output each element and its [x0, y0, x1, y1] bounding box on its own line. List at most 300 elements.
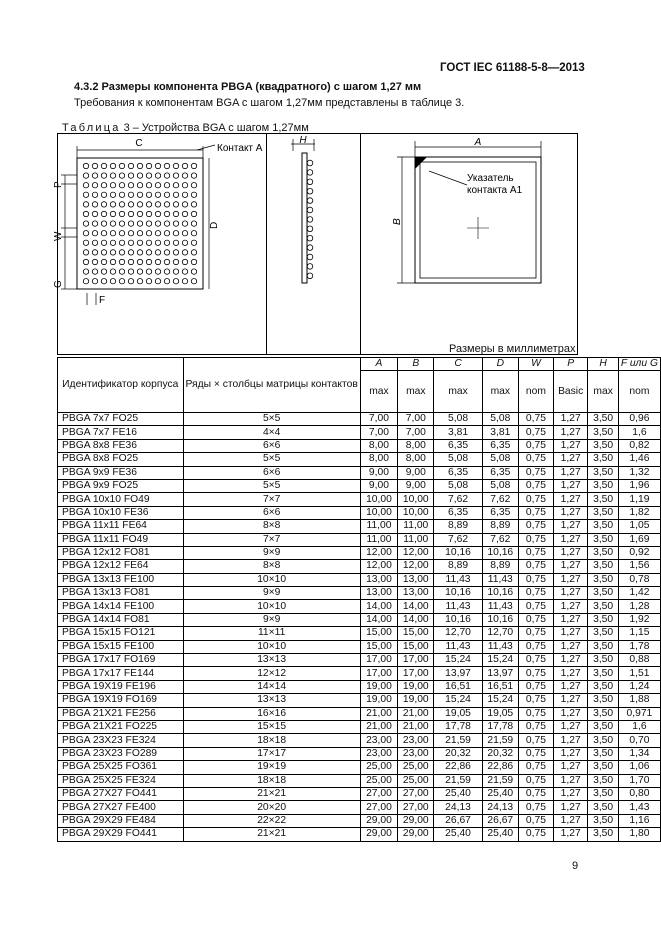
solder-ball	[164, 259, 169, 264]
table-cell: 0,75	[518, 627, 553, 640]
table-cell: 10,16	[434, 587, 482, 600]
cell-package-id: PBGA 29X29 FO441	[58, 828, 184, 841]
solder-ball	[119, 279, 124, 284]
cell-package-id: PBGA 15x15 FO121	[58, 627, 184, 640]
table-cell: 15×15	[183, 720, 360, 733]
table-cell: 3,50	[588, 439, 618, 452]
table-cell: 7,00	[398, 413, 434, 426]
table-cell: 0,92	[618, 546, 660, 559]
solder-ball	[101, 279, 106, 284]
solder-ball	[173, 173, 178, 178]
table-cell: 17,00	[360, 667, 397, 680]
section-title: 4.3.2 Размеры компонента PBGA (квадратного) с шагом 1,27 мм	[74, 81, 422, 93]
solder-ball	[146, 192, 151, 197]
table-cell: 7,62	[482, 533, 518, 546]
table-cell: 8,89	[434, 520, 482, 533]
solder-ball	[173, 183, 178, 188]
solder-ball	[155, 173, 160, 178]
table-cell: 3,50	[588, 413, 618, 426]
table-cell: 20,32	[434, 747, 482, 760]
solder-ball	[137, 183, 142, 188]
table-cell: 9,00	[398, 466, 434, 479]
side-ball	[307, 179, 313, 185]
label-contact-a: Контакт A	[217, 143, 263, 154]
solder-ball	[191, 163, 196, 168]
solder-ball	[110, 279, 115, 284]
table-row	[58, 546, 661, 559]
table-cell: 17,78	[482, 720, 518, 733]
solder-ball	[191, 250, 196, 255]
table-cell: 12×12	[183, 667, 360, 680]
table-cell: 0,75	[518, 613, 553, 626]
solder-ball	[119, 250, 124, 255]
table-cell: 11,00	[398, 533, 434, 546]
solder-ball	[182, 173, 187, 178]
table-cell: 3,50	[588, 533, 618, 546]
solder-ball	[110, 202, 115, 207]
solder-ball	[155, 221, 160, 226]
solder-ball	[119, 183, 124, 188]
table-cell: 8,00	[398, 439, 434, 452]
solder-ball	[119, 173, 124, 178]
table-cell: 13×13	[183, 654, 360, 667]
table-cell: 6,35	[482, 466, 518, 479]
table-cell: 13,97	[482, 667, 518, 680]
table-cell: 5×5	[183, 413, 360, 426]
table-cell: 1,32	[618, 466, 660, 479]
table-cell: 8,89	[434, 560, 482, 573]
table-cell: 3,50	[588, 640, 618, 653]
table-row	[58, 533, 661, 546]
table-cell: 1,56	[618, 560, 660, 573]
solder-ball	[119, 269, 124, 274]
side-ball	[307, 273, 313, 279]
cell-package-id: PBGA 27X27 FO441	[58, 787, 184, 800]
solder-ball	[119, 231, 124, 236]
table-cell: 9,00	[360, 466, 397, 479]
table-cell: 11,00	[360, 520, 397, 533]
solder-ball	[164, 250, 169, 255]
solder-ball	[137, 279, 142, 284]
table-cell: 8,00	[360, 439, 397, 452]
solder-ball	[119, 202, 124, 207]
solder-ball	[101, 259, 106, 264]
table-cell: 3,50	[588, 627, 618, 640]
table-cell: 1,27	[553, 734, 588, 747]
table-cell: 3,50	[588, 654, 618, 667]
table-cell: 0,75	[518, 720, 553, 733]
table-cell: 11,00	[360, 533, 397, 546]
side-ball	[307, 245, 313, 251]
table-cell: 5×5	[183, 453, 360, 466]
table-cell: 26,67	[482, 814, 518, 827]
table-cell: 25,40	[482, 787, 518, 800]
solder-ball	[173, 231, 178, 236]
table-cell: 21,59	[482, 774, 518, 787]
table-cell: 5,08	[434, 479, 482, 492]
cell-package-id: PBGA 14x14 FE100	[58, 600, 184, 613]
solder-ball	[119, 211, 124, 216]
table-cell: 25,00	[398, 761, 434, 774]
table-cell: 25,40	[434, 828, 482, 841]
solder-ball	[146, 279, 151, 284]
table-cell: 17,00	[360, 654, 397, 667]
table-cell: 3,50	[588, 573, 618, 586]
table-cell: 23,00	[398, 734, 434, 747]
solder-ball	[146, 202, 151, 207]
table-cell: 3,50	[588, 801, 618, 814]
header-symbol: W	[518, 358, 553, 371]
bga-package-drawing	[53, 133, 578, 355]
solder-ball	[119, 240, 124, 245]
cell-package-id: PBGA 14x14 FO81	[58, 613, 184, 626]
header-qualifier: max	[398, 371, 434, 413]
solder-ball	[137, 173, 142, 178]
table-cell: 9×9	[183, 546, 360, 559]
cell-package-id: PBGA 17x17 FE144	[58, 667, 184, 680]
solder-ball	[182, 183, 187, 188]
table-cell: 3,50	[588, 426, 618, 439]
side-ball	[307, 226, 313, 232]
table-cell: 1,88	[618, 694, 660, 707]
table-cell: 29,00	[360, 814, 397, 827]
solder-ball	[182, 259, 187, 264]
table-cell: 0,75	[518, 774, 553, 787]
dim-label-f: F	[99, 295, 106, 306]
table-cell: 5,08	[434, 453, 482, 466]
table-cell: 3,50	[588, 600, 618, 613]
solder-ball	[164, 240, 169, 245]
table-cell: 19,05	[434, 707, 482, 720]
cell-package-id: PBGA 11x11 FO49	[58, 533, 184, 546]
header-symbol: C	[434, 358, 482, 371]
table-cell: 0,75	[518, 573, 553, 586]
table-row	[58, 439, 661, 452]
table-cell: 1,27	[553, 506, 588, 519]
solder-ball	[101, 192, 106, 197]
solder-ball	[83, 259, 88, 264]
table-cell: 3,81	[434, 426, 482, 439]
solder-ball	[182, 231, 187, 236]
table-cell: 3,50	[588, 787, 618, 800]
table-row	[58, 600, 661, 613]
pin-a1-marker	[415, 157, 427, 169]
table-cell: 7,00	[360, 426, 397, 439]
dim-label-p: P	[53, 181, 64, 188]
cell-package-id: PBGA 17x17 FO169	[58, 654, 184, 667]
table-cell: 3,50	[588, 613, 618, 626]
table-cell: 3,81	[482, 426, 518, 439]
dim-label-a: A	[474, 137, 482, 148]
solder-ball	[83, 202, 88, 207]
table-cell: 3,50	[588, 828, 618, 841]
cell-package-id: PBGA 10x10 FE36	[58, 506, 184, 519]
cell-package-id: PBGA 12x12 FO81	[58, 546, 184, 559]
table-cell: 1,27	[553, 560, 588, 573]
solder-ball	[128, 240, 133, 245]
solder-ball	[146, 259, 151, 264]
solder-ball	[92, 279, 97, 284]
solder-ball	[146, 173, 151, 178]
solder-ball	[110, 183, 115, 188]
table-cell: 23,00	[360, 734, 397, 747]
table-row	[58, 506, 661, 519]
solder-ball	[146, 211, 151, 216]
table-cell: 1,27	[553, 493, 588, 506]
table-cell: 19,00	[398, 694, 434, 707]
solder-ball	[146, 163, 151, 168]
table-cell: 1,27	[553, 479, 588, 492]
solder-ball	[155, 183, 160, 188]
header-symbol: F или G	[618, 358, 660, 371]
solder-ball	[137, 163, 142, 168]
table-cell: 10,00	[360, 493, 397, 506]
solder-ball	[92, 202, 97, 207]
table-cell: 0,75	[518, 814, 553, 827]
solder-ball	[155, 269, 160, 274]
table-cell: 21,59	[434, 774, 482, 787]
table-cell: 3,50	[588, 720, 618, 733]
solder-ball	[173, 259, 178, 264]
solder-ball	[83, 279, 88, 284]
table-cell: 1,43	[618, 801, 660, 814]
solder-ball	[110, 269, 115, 274]
table-cell: 8,89	[482, 520, 518, 533]
table-cell: 0,75	[518, 761, 553, 774]
header-qualifier: max	[588, 371, 618, 413]
solder-ball	[128, 192, 133, 197]
table-cell: 1,27	[553, 587, 588, 600]
table-cell: 0,75	[518, 413, 553, 426]
table-cell: 13,00	[360, 587, 397, 600]
cell-package-id: PBGA 7x7 FO25	[58, 413, 184, 426]
side-ball	[307, 254, 313, 260]
table-cell: 3,50	[588, 453, 618, 466]
solder-ball	[83, 211, 88, 216]
dim-label-w: W	[53, 231, 64, 241]
solder-ball	[119, 192, 124, 197]
solder-ball	[164, 183, 169, 188]
table-cell: 4×4	[183, 426, 360, 439]
table-cell: 9,00	[360, 479, 397, 492]
solder-ball	[128, 269, 133, 274]
table-cell: 3,50	[588, 506, 618, 519]
table-cell: 15,00	[398, 627, 434, 640]
table-cell: 7,00	[398, 426, 434, 439]
table-cell: 0,78	[618, 573, 660, 586]
table-cell: 3,50	[588, 707, 618, 720]
table-cell: 16,51	[434, 680, 482, 693]
table-cell: 7,62	[482, 493, 518, 506]
table-cell: 10,00	[398, 493, 434, 506]
solder-ball	[182, 240, 187, 245]
cell-package-id: PBGA 29X29 FE484	[58, 814, 184, 827]
table-cell: 3,50	[588, 747, 618, 760]
table-cell: 0,75	[518, 587, 553, 600]
table-row	[58, 680, 661, 693]
table-cell: 9×9	[183, 587, 360, 600]
solder-ball	[164, 163, 169, 168]
table-row	[58, 413, 661, 426]
cell-package-id: PBGA 23X23 FE324	[58, 734, 184, 747]
cell-package-id: PBGA 25X25 FE324	[58, 774, 184, 787]
solder-ball	[83, 192, 88, 197]
table-row	[58, 694, 661, 707]
table-cell: 11,43	[482, 640, 518, 653]
side-view-balls	[307, 160, 313, 278]
table-cell: 1,24	[618, 680, 660, 693]
table-cell: 0,75	[518, 600, 553, 613]
solder-ball	[173, 192, 178, 197]
cell-package-id: PBGA 27X27 FE400	[58, 801, 184, 814]
table-cell: 0,75	[518, 787, 553, 800]
solder-ball	[191, 192, 196, 197]
table-cell: 0,75	[518, 493, 553, 506]
solder-ball	[191, 269, 196, 274]
table-row	[58, 627, 661, 640]
table-cell: 1,06	[618, 761, 660, 774]
table-row	[58, 520, 661, 533]
table-row	[58, 640, 661, 653]
table-cell: 1,27	[553, 667, 588, 680]
table-cell: 11,00	[398, 520, 434, 533]
table-cell: 10,16	[482, 546, 518, 559]
table-cell: 1,27	[553, 801, 588, 814]
table-cell: 1,15	[618, 627, 660, 640]
table-cell: 10,16	[482, 613, 518, 626]
table-row	[58, 453, 661, 466]
solder-ball	[101, 269, 106, 274]
table-cell: 12,70	[482, 627, 518, 640]
table-row	[58, 787, 661, 800]
table-cell: 1,27	[553, 747, 588, 760]
table-cell: 0,70	[618, 734, 660, 747]
table-cell: 1,27	[553, 600, 588, 613]
table-cell: 3,50	[588, 680, 618, 693]
table-cell: 7,62	[434, 493, 482, 506]
page-number: 9	[572, 860, 579, 872]
solder-ball	[92, 192, 97, 197]
table-cell: 6×6	[183, 466, 360, 479]
label-pointer-line1: Указатель	[467, 173, 514, 184]
table-cell: 1,27	[553, 413, 588, 426]
table-cell: 0,75	[518, 479, 553, 492]
table-cell: 11,43	[482, 600, 518, 613]
table-cell: 8,00	[360, 453, 397, 466]
table-cell: 12,00	[360, 560, 397, 573]
cell-package-id: PBGA 25X25 FO361	[58, 761, 184, 774]
solder-ball	[110, 250, 115, 255]
cell-package-id: PBGA 11x11 FE64	[58, 520, 184, 533]
solder-ball	[101, 163, 106, 168]
table-row	[58, 426, 661, 439]
cell-package-id: PBGA 23X23 FO289	[58, 747, 184, 760]
table-cell: 3,50	[588, 466, 618, 479]
table-cell: 0,75	[518, 506, 553, 519]
solder-ball	[182, 202, 187, 207]
solder-ball	[164, 173, 169, 178]
solder-ball	[137, 231, 142, 236]
table-cell: 27,00	[398, 787, 434, 800]
table-cell: 0,75	[518, 466, 553, 479]
table-cell: 23,00	[360, 747, 397, 760]
table-row	[58, 479, 661, 492]
table-row	[58, 774, 661, 787]
table-cell: 26,67	[434, 814, 482, 827]
table-cell: 10,16	[482, 587, 518, 600]
table-header-symbols	[58, 358, 661, 371]
solder-ball	[155, 211, 160, 216]
table-cell: 14,00	[360, 600, 397, 613]
table-cell: 1,27	[553, 787, 588, 800]
table-cell: 21,59	[482, 734, 518, 747]
table-cell: 8×8	[183, 520, 360, 533]
solder-ball	[182, 269, 187, 274]
header-qualifier: max	[482, 371, 518, 413]
table-cell: 1,27	[553, 814, 588, 827]
solder-ball	[146, 231, 151, 236]
table-cell: 13,97	[434, 667, 482, 680]
solder-ball	[164, 231, 169, 236]
solder-ball	[137, 250, 142, 255]
solder-ball	[191, 183, 196, 188]
cell-package-id: PBGA 8x8 FO25	[58, 453, 184, 466]
table-row	[58, 613, 661, 626]
solder-ball	[137, 221, 142, 226]
table-cell: 6×6	[183, 439, 360, 452]
header-qualifier: nom	[518, 371, 553, 413]
table-row	[58, 654, 661, 667]
cell-package-id: PBGA 9x9 FE36	[58, 466, 184, 479]
solder-ball	[83, 240, 88, 245]
solder-ball	[110, 192, 115, 197]
table-cell: 1,27	[553, 573, 588, 586]
table-cell: 1,70	[618, 774, 660, 787]
solder-ball	[173, 240, 178, 245]
table-cell: 1,80	[618, 828, 660, 841]
solder-ball	[164, 269, 169, 274]
bga-dimensions-table	[57, 357, 661, 842]
solder-ball	[137, 259, 142, 264]
table-cell: 1,69	[618, 533, 660, 546]
table-cell: 1,27	[553, 694, 588, 707]
table-cell: 15,00	[398, 640, 434, 653]
solder-ball	[155, 240, 160, 245]
units-note: Размеры в миллиметрах	[449, 343, 576, 355]
table-caption-text: 3 – Устройства BGA с шагом 1,27мм	[120, 122, 309, 134]
table-cell: 12,00	[360, 546, 397, 559]
cell-package-id: PBGA 21X21 FO225	[58, 720, 184, 733]
table-cell: 1,51	[618, 667, 660, 680]
cell-package-id: PBGA 7x7 FE16	[58, 426, 184, 439]
table-cell: 13,00	[360, 573, 397, 586]
table-cell: 0,82	[618, 439, 660, 452]
table-cell: 17,00	[398, 654, 434, 667]
table-cell: 6,35	[482, 439, 518, 452]
table-cell: 3,50	[588, 587, 618, 600]
solder-ball	[92, 183, 97, 188]
solder-ball	[101, 202, 106, 207]
table-cell: 1,82	[618, 506, 660, 519]
solder-ball	[101, 173, 106, 178]
table-cell: 24,13	[482, 801, 518, 814]
table-cell: 1,27	[553, 627, 588, 640]
solder-ball	[155, 250, 160, 255]
table-cell: 0,75	[518, 747, 553, 760]
side-ball	[307, 217, 313, 223]
solder-ball	[83, 221, 88, 226]
solder-ball	[191, 202, 196, 207]
